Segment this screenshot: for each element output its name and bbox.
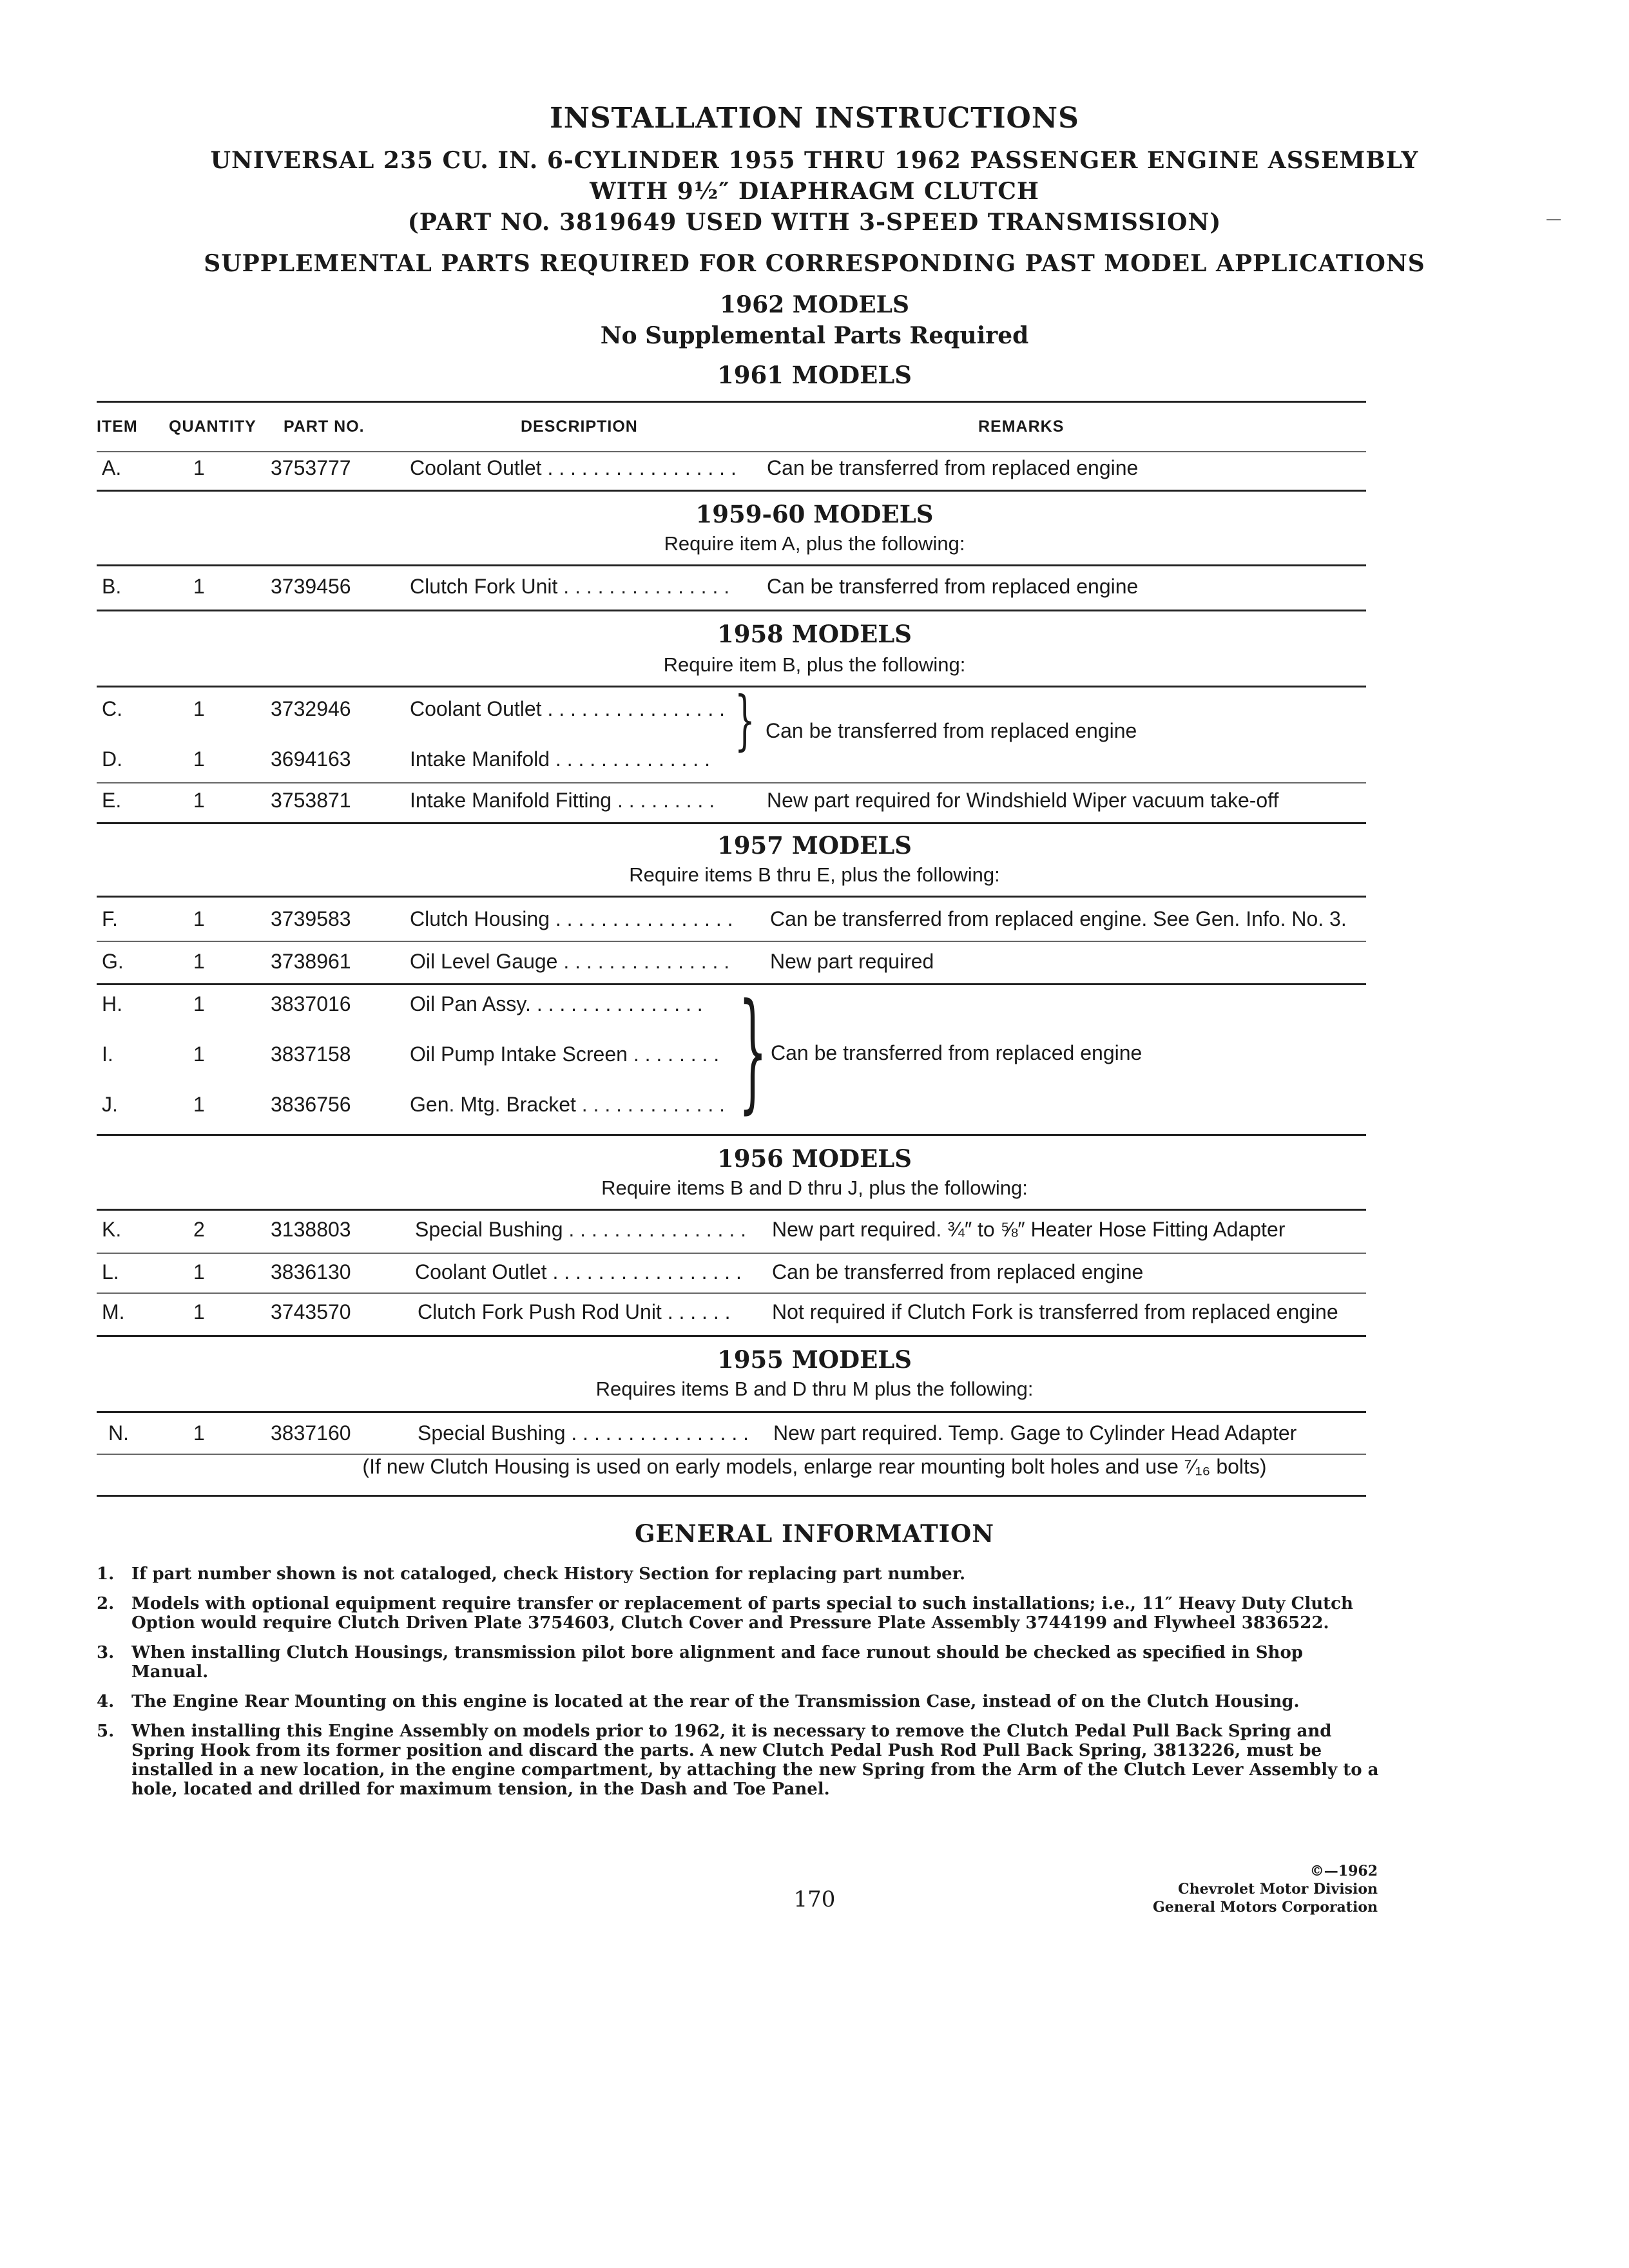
item-cell: I.: [102, 1043, 113, 1066]
table-row: [0, 1093, 1629, 1125]
list-item-text: Models with optional equipment require transfer or replacement of parts special to such installations; i.e., 11″ Heavy Duty Clutch Option would require Clutch Driven Plate 3754603, Clutch Cover and Pressure Plate Assembly 3744199 and Flywheel 3836522.: [131, 1594, 1353, 1633]
table-row: [0, 907, 1629, 939]
description-cell: Special Bushing . . . . . . . . . . . . . . . .: [418, 1421, 749, 1445]
corporation-name: General Motors Corporation: [1152, 1899, 1378, 1916]
section-note-1959-60: Require item A, plus the following:: [664, 532, 965, 555]
table-rule: [97, 983, 1366, 985]
description-cell: Coolant Outlet . . . . . . . . . . . . . . . . .: [415, 1260, 742, 1283]
section-note-1956: Require items B and D thru J, plus the following:: [601, 1177, 1028, 1199]
list-item-text: When installing this Engine Assembly on models prior to 1962, it is necessary to remove the Clutch Pedal Pull Back Spring and Spring Hook from its former position and discard the parts. A new Clutch Pedal Push Rod Pull Back Spring, 3813226, must be installed in a new location, in the engine compartment, by attaching the new Spring from the Arm of the Clutch Lever Assembly to a hole, located and drilled for maximum tension, in the Dash and Toe Panel.: [131, 1722, 1379, 1799]
page-number: 170: [793, 1887, 836, 1912]
part-number-cell: 3836130: [271, 1260, 351, 1283]
item-cell: N.: [108, 1421, 129, 1445]
list-item-text: If part number shown is not cataloged, check History Section for replacing part number.: [131, 1564, 966, 1584]
table-row: [0, 747, 1629, 780]
list-item: [97, 1594, 1379, 1633]
description-cell: Clutch Fork Push Rod Unit . . . . . .: [418, 1300, 731, 1323]
group-remark-cell: Can be transferred from replaced engine: [766, 719, 1137, 742]
item-cell: H.: [102, 992, 122, 1015]
section-note-1958: Require item B, plus the following:: [663, 653, 966, 676]
column-header-description: DESCRIPTION: [521, 418, 638, 436]
description-text: Oil Pump Intake Screen: [410, 1043, 628, 1066]
description-cell: Intake Manifold . . . . . . . . . . . . . .: [410, 747, 710, 771]
item-cell: G.: [102, 950, 124, 973]
table-rule: [97, 686, 1366, 687]
list-item: [97, 1564, 1379, 1584]
general-information-list: [97, 1564, 1379, 1809]
table-rule: [97, 1209, 1366, 1211]
quantity-cell: 1: [193, 950, 205, 973]
table-rule: [97, 1293, 1366, 1294]
column-header-quantity: QUANTITY: [169, 418, 256, 436]
quantity-cell: 1: [193, 697, 205, 720]
page-title: INSTALLATION INSTRUCTIONS: [550, 102, 1079, 135]
description-text: Intake Manifold: [410, 747, 550, 771]
group-remark-row: [0, 719, 1629, 751]
description-cell: Oil Pump Intake Screen . . . . . . . .: [410, 1043, 720, 1066]
part-number-cell: 3753777: [271, 456, 351, 479]
remarks-cell: Can be transferred from replaced engine: [767, 456, 1139, 479]
description-text: Intake Manifold Fitting: [410, 789, 612, 812]
quantity-cell: 1: [193, 907, 205, 930]
remarks-cell: Can be transferred from replaced engine. See Gen. Info. No. 3.: [770, 907, 1347, 930]
description-text: Special Bushing: [415, 1218, 563, 1241]
description-cell: Coolant Outlet . . . . . . . . . . . . . . . .: [410, 697, 726, 720]
part-number-cell: 3837158: [271, 1043, 351, 1066]
description-cell: Clutch Fork Unit . . . . . . . . . . . . . . .: [410, 575, 730, 598]
quantity-cell: 1: [193, 1421, 205, 1445]
description-text: Oil Pan Assy.: [410, 992, 531, 1015]
description-cell: Coolant Outlet . . . . . . . . . . . . . . . . .: [410, 456, 737, 479]
list-item: [97, 1643, 1379, 1682]
remarks-cell: Can be transferred from replaced engine: [767, 575, 1139, 598]
list-item: [97, 1722, 1379, 1799]
table-rule: [97, 1495, 1366, 1497]
group-brace: }: [735, 682, 755, 758]
column-header-part-no: PART NO.: [284, 418, 365, 436]
quantity-cell: 1: [193, 992, 205, 1015]
list-item-number: 4.: [97, 1692, 115, 1711]
table-row: [0, 1300, 1629, 1332]
part-number-cell: 3743570: [271, 1300, 351, 1323]
description-cell: Special Bushing . . . . . . . . . . . . . . . .: [415, 1218, 746, 1241]
remarks-cell: New part required for Windshield Wiper vacuum take-off: [767, 789, 1279, 812]
quantity-cell: 1: [193, 1043, 205, 1066]
table-row: [0, 992, 1629, 1024]
description-text: Clutch Fork Unit: [410, 575, 558, 598]
table-rule: [97, 782, 1366, 783]
table-rule: [97, 401, 1366, 403]
table-rule: [97, 610, 1366, 611]
section-title-1958: 1958 MODELS: [717, 620, 912, 648]
quantity-cell: 1: [193, 747, 205, 771]
subtitle-line-3: (PART NO. 3819649 USED WITH 3-SPEED TRANSMISSION): [407, 209, 1222, 236]
table-rule: [97, 490, 1366, 492]
table-rule: [97, 1253, 1366, 1254]
description-text: Coolant Outlet: [410, 697, 542, 720]
table-row: [0, 1421, 1629, 1454]
list-item-number: 2.: [97, 1594, 115, 1613]
description-text: Gen. Mtg. Bracket: [410, 1093, 576, 1116]
section-title-1959-60: 1959-60 MODELS: [695, 500, 934, 528]
description-text: Oil Level Gauge: [410, 950, 558, 973]
section-title-1956: 1956 MODELS: [717, 1144, 912, 1173]
table-rule: [97, 822, 1366, 824]
section-title-1961: 1961 MODELS: [717, 361, 912, 389]
item-cell: B.: [102, 575, 122, 598]
column-header-item: ITEM: [97, 418, 138, 436]
description-cell: Intake Manifold Fitting . . . . . . . . .: [410, 789, 715, 812]
list-item-number: 1.: [97, 1564, 115, 1584]
part-number-cell: 3739456: [271, 575, 351, 598]
part-number-cell: 3694163: [271, 747, 351, 771]
margin-mark: [1547, 219, 1561, 220]
list-item-number: 5.: [97, 1722, 115, 1741]
quantity-cell: 1: [193, 1093, 205, 1116]
remarks-cell: New part required. ¾″ to ⅝″ Heater Hose Fitting Adapter: [772, 1218, 1286, 1241]
group-remark-cell: Can be transferred from replaced engine: [771, 1041, 1142, 1064]
part-number-cell: 3738961: [271, 950, 351, 973]
description-text: Special Bushing: [418, 1421, 566, 1445]
description-text: Coolant Outlet: [415, 1260, 547, 1283]
item-cell: C.: [102, 697, 122, 720]
no-supplemental-note: No Supplemental Parts Required: [600, 322, 1029, 349]
copyright: ©—1962: [1309, 1863, 1378, 1879]
table-rule: [97, 1134, 1366, 1136]
part-number-cell: 3732946: [271, 697, 351, 720]
description-text: Coolant Outlet: [410, 456, 542, 479]
remarks-cell: New part required: [770, 950, 934, 973]
table-row: [0, 456, 1629, 488]
table-rule: [97, 1335, 1366, 1337]
subtitle-line-2: WITH 9½″ DIAPHRAGM CLUTCH: [590, 178, 1039, 205]
part-number-cell: 3837016: [271, 992, 351, 1015]
table-rule: [97, 1411, 1366, 1413]
item-cell: K.: [102, 1218, 122, 1241]
column-header-remarks: REMARKS: [978, 418, 1065, 436]
section-title-1957: 1957 MODELS: [717, 831, 912, 860]
description-cell: Clutch Housing . . . . . . . . . . . . . . . .: [410, 907, 733, 930]
models-1962-heading: 1962 MODELS: [720, 291, 909, 318]
subtitle-line-1: UNIVERSAL 235 CU. IN. 6-CYLINDER 1955 THRU 1962 PASSENGER ENGINE ASSEMBLY: [210, 147, 1419, 174]
table-row: [0, 1218, 1629, 1250]
item-cell: F.: [102, 907, 118, 930]
quantity-cell: 1: [193, 1300, 205, 1323]
table-rule: [97, 451, 1366, 452]
table-row: [0, 575, 1629, 607]
quantity-cell: 1: [193, 1260, 205, 1283]
item-cell: L.: [102, 1260, 119, 1283]
part-number-cell: 3753871: [271, 789, 351, 812]
remarks-cell: Can be transferred from replaced engine: [772, 1260, 1144, 1283]
item-cell: E.: [102, 789, 122, 812]
quantity-cell: 1: [193, 789, 205, 812]
item-cell: M.: [102, 1300, 125, 1323]
description-cell: Oil Level Gauge . . . . . . . . . . . . . . .: [410, 950, 730, 973]
group-remark-row: [0, 1041, 1629, 1073]
item-cell: A.: [102, 456, 122, 479]
remarks-cell: Not required if Clutch Fork is transferred from replaced engine: [772, 1300, 1338, 1323]
section-title-1955: 1955 MODELS: [717, 1345, 912, 1374]
part-number-cell: 3138803: [271, 1218, 351, 1241]
table-rule: [97, 941, 1366, 942]
table-row: [0, 789, 1629, 821]
publisher-footer: [1153, 1862, 1378, 1916]
table-row: [0, 950, 1629, 982]
list-item-text: The Engine Rear Mounting on this engine is located at the rear of the Transmission Case, instead of on the Clutch Housing.: [131, 1692, 1300, 1711]
description-cell: Gen. Mtg. Bracket . . . . . . . . . . . . .: [410, 1093, 726, 1116]
quantity-cell: 2: [193, 1218, 205, 1241]
description-text: Clutch Fork Push Rod Unit: [418, 1300, 662, 1323]
quantity-cell: 1: [193, 456, 205, 479]
description-text: Clutch Housing: [410, 907, 550, 930]
description-cell: Oil Pan Assy. . . . . . . . . . . . . . . .: [410, 992, 703, 1015]
part-number-cell: 3836756: [271, 1093, 351, 1116]
group-brace: }: [738, 976, 767, 1126]
table-rule: [97, 896, 1366, 898]
part-number-cell: 3739583: [271, 907, 351, 930]
section-note-1957: Require items B thru E, plus the following:: [629, 863, 1000, 886]
list-item-number: 3.: [97, 1643, 115, 1662]
item-cell: J.: [102, 1093, 118, 1116]
table-row: [0, 1260, 1629, 1293]
section-note-1955: Requires items B and D thru M plus the following:: [595, 1378, 1034, 1400]
part-number-cell: 3837160: [271, 1421, 351, 1445]
list-item-text: When installing Clutch Housings, transmission pilot bore alignment and face runout should be checked as specified in Shop Manual.: [131, 1643, 1303, 1682]
remarks-cell: New part required. Temp. Gage to Cylinder Head Adapter: [773, 1421, 1297, 1445]
subtitle-line-4: SUPPLEMENTAL PARTS REQUIRED FOR CORRESPONDING PAST MODEL APPLICATIONS: [204, 250, 1425, 277]
list-item: [97, 1692, 1379, 1711]
general-information-title: GENERAL INFORMATION: [634, 1519, 995, 1548]
table-footnote: (If new Clutch Housing is used on early models, enlarge rear mounting bolt holes and use ⁷⁄₁₆ bolts): [362, 1455, 1267, 1478]
division-name: Chevrolet Motor Division: [1178, 1881, 1378, 1898]
quantity-cell: 1: [193, 575, 205, 598]
item-cell: D.: [102, 747, 122, 771]
table-rule: [97, 564, 1366, 566]
